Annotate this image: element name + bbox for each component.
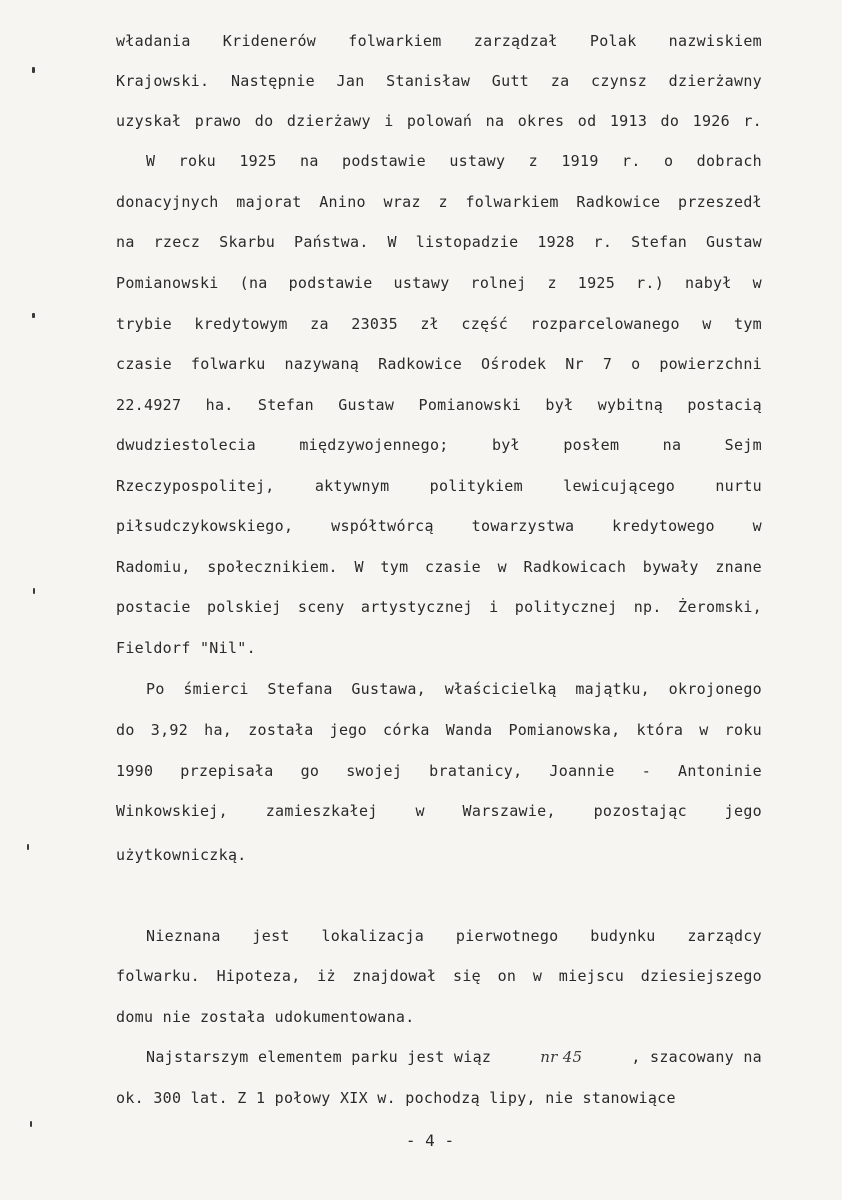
text-line: domu nie została udokumentowana. [116,1008,415,1026]
text-line: trybie kredytowym za 23035 zł część rozparcelowanego w tym [116,315,762,333]
text-line: Radomiu, społecznikiem. W tym czasie w Radkowicach bywały znane [116,558,762,576]
text-line: Pomianowski (na podstawie ustawy rolnej z 1925 r.) nabył w [116,274,762,292]
text-line: Rzeczypospolitej, aktywnym politykiem lewicującego nurtu [116,477,762,495]
text-line: W roku 1925 na podstawie ustawy z 1919 r. o dobrach [146,152,762,170]
text-line: Po śmierci Stefana Gustawa, właścicielką majątku, okrojonego [146,680,762,698]
text-line: donacyjnych majorat Anino wraz z folwarkiem Radkowice przeszedł [116,193,762,211]
text-line: 22.4927 ha. Stefan Gustaw Pomianowski był wybitną postacią [116,396,762,414]
text-line: władania Kridenerów folwarkiem zarządzał Polak nazwiskiem [116,32,762,50]
text-fragment: Najstarszym elementem parku jest wiąz [146,1048,501,1066]
text-line: czasie folwarku nazywaną Radkowice Ośrodek Nr 7 o powierzchni [116,355,762,373]
text-line: użytkowniczką. [116,846,247,864]
text-line: Winkowskiej, zamieszkałej w Warszawie, pozostając jego [116,802,762,820]
text-line: ok. 300 lat. Z 1 połowy XIX w. pochodzą lipy, nie stanowiące [116,1089,676,1107]
margin-speck [33,588,35,594]
handwritten-note: nr 45 [540,1048,583,1066]
text-line [146,1047,762,1067]
text-line: Fieldorf "Nil". [116,639,256,657]
text-line: postacie polskiej sceny artystycznej i politycznej np. Żeromski, [116,598,762,616]
margin-speck [27,844,29,850]
text-line: do 3,92 ha, została jego córka Wanda Pomianowska, która w roku [116,721,762,739]
text-fragment: , szacowany na [622,1048,762,1066]
text-line: uzyskał prawo do dzierżawy i polowań na okres od 1913 do 1926 r. [116,112,762,130]
margin-speck [32,67,35,73]
text-line: na rzecz Skarbu Państwa. W listopadzie 1928 r. Stefan Gustaw [116,233,762,251]
margin-speck [30,1121,32,1127]
text-line: dwudziestolecia międzywojennego; był posłem na Sejm [116,436,762,454]
text-line: Krajowski. Następnie Jan Stanisław Gutt za czynsz dzierżawny [116,72,762,90]
text-line: piłsudczykowskiego, współtwórcą towarzystwa kredytowego w [116,517,762,535]
text-line: Nieznana jest lokalizacja pierwotnego budynku zarządcy [146,927,762,945]
margin-speck [32,313,35,318]
text-line: 1990 przepisała go swojej bratanicy, Joannie - Antoninie [116,762,762,780]
page-number: - 4 - [405,1131,455,1150]
text-line: folwarku. Hipoteza, iż znajdował się on w miejscu dziesiejszego [116,967,762,985]
